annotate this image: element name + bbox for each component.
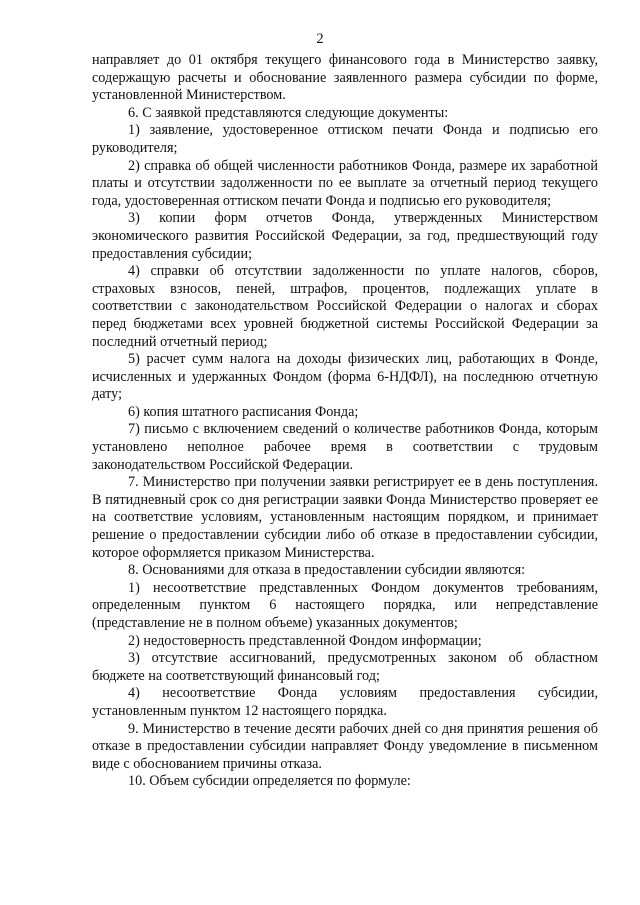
- paragraph-6-subitem-6: 6) копия штатного расписания Фонда;: [128, 403, 359, 420]
- paragraph-6-subitem-1: 1) заявление, удостоверенное оттиском печати Фонда и подписью его руководителя;: [92, 122, 598, 156]
- paragraph-8-subitem-3: 3) отсутствие ассигнований, предусмотренных законом об областном бюджете на соответствующий финансовый год;: [92, 650, 598, 684]
- paragraph-item-7: 7. Министерство при получении заявки регистрирует ее в день поступления. В пятидневный срок со дня регистрации заявки Фонда Министерство проверяет ее на соответствие условиям, установленным настоящим порядком, и принимает решение о предоставлении субсидии либо об отказе в предоставлении субсидии, которое оформляется приказом Министерства.: [92, 474, 598, 561]
- paragraph-6-subitem-5: 5) расчет сумм налога на доходы физических лиц, работающих в Фонде, исчисленных и удержанных Фондом (форма 6-НДФЛ), на последнюю отчетную дату;: [92, 351, 598, 403]
- paragraph-8-subitem-4: 4) несоответствие Фонда условиям предоставления субсидии, установленным пунктом 12 настоящего порядка.: [92, 685, 598, 719]
- paragraph-8-subitem-1: 1) несоответствие представленных Фондом документов требованиям, определенным пунктом 6 настоящего порядка, или непредставление (представление не в полном объеме) указанных документов;: [92, 579, 598, 631]
- page-number: 2: [316, 31, 324, 47]
- paragraph-6-subitem-7: 7) письмо с включением сведений о количестве работников Фонда, которым установлено неполное рабочее время в соответствии с трудовым законодательством Российской Федерации.: [92, 421, 598, 473]
- paragraph-item-10: 10. Объем субсидии определяется по формуле:: [128, 773, 411, 790]
- paragraph-6-subitem-2: 2) справка об общей численности работников Фонда, размере их заработной платы и отсутствии задолженности по ее выплате за отчетный период текущего года, удостоверенная оттиском печати Фонда и подписью его руководителя;: [92, 157, 598, 209]
- paragraph-6-subitem-4: 4) справки об отсутствии задолженности по уплате налогов, сборов, страховых взносов, пеней, штрафов, процентов, подлежащих уплате в соответствии с законодательством Российской Федерации о налогах и сборах перед бюджетами всех уровней бюджетной системы Российской Федерации за последний отчетный период;: [92, 263, 598, 350]
- document-body: [92, 52, 598, 791]
- paragraph-6-subitem-3: 3) копии форм отчетов Фонда, утвержденных Министерством экономического развития Российской Федерации, за год, предшествующий году предоставления субсидии;: [92, 210, 598, 262]
- paragraph-item-8: 8. Основаниями для отказа в предоставлении субсидии являются:: [128, 562, 526, 579]
- paragraph-8-subitem-2: 2) недостоверность представленной Фондом информации;: [128, 632, 482, 649]
- paragraph-item-9: 9. Министерство в течение десяти рабочих дней со дня принятия решения об отказе в предоставлении субсидии направляет Фонду уведомление в письменном виде с обоснованием причины отказа.: [92, 720, 598, 772]
- paragraph-continuation: направляет до 01 октября текущего финансового года в Министерство заявку, содержащую расчеты и обоснование заявленного размера субсидии по форме, установленной Министерством.: [92, 52, 598, 104]
- paragraph-item-6: 6. С заявкой представляются следующие документы:: [128, 104, 449, 121]
